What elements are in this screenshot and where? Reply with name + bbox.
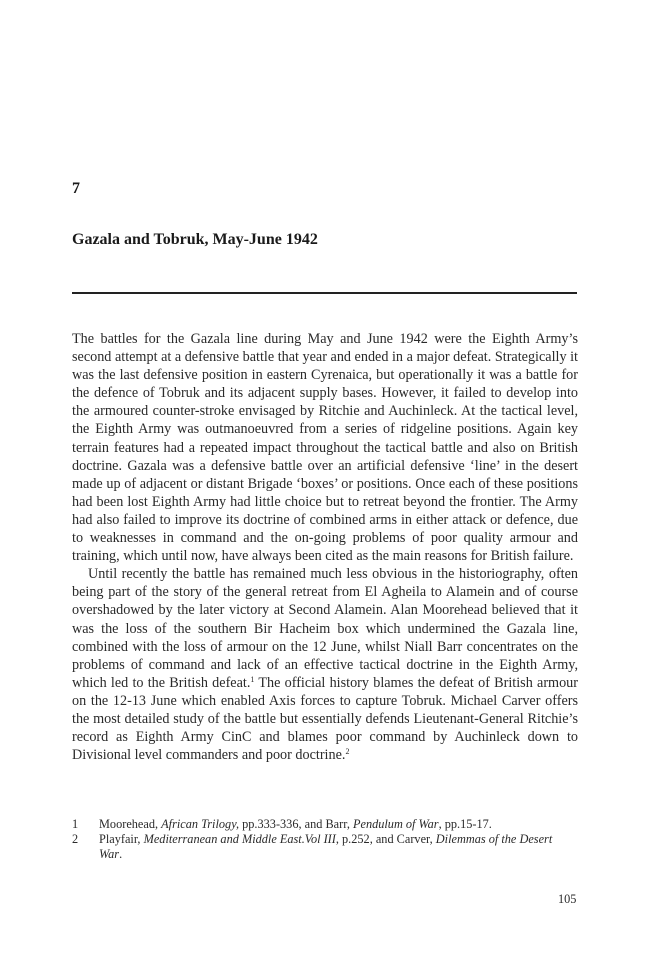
paragraph-2-part-b: The official history blames the defeat of British armour on the 12-13 June which enabled Axis forces to capture Tobruk. Michael Carver offers the most detailed study of the battle but essentially defends Lieutenant-General Ritchie’s record as Eighth Army CinC and blames poor command by Auchinleck down to Divisional level commanders and poor doctrine. bbox=[72, 674, 578, 764]
footnote-title: Pendulum of War bbox=[352, 817, 439, 831]
footnote-ref-1[interactable]: 1 bbox=[250, 674, 255, 684]
footnotes bbox=[72, 817, 578, 862]
paragraph-1: The battles for the Gazala line during May and June 1942 were the Eighth Army’s second attempt at a defensive battle that year and ended in a major defeat. Strategically it was the last defensive position in eastern Cyrenaica, but operationally it was a battle for the defence of Tobruk and its adjacent supply bases. However, it failed to develop into the armoured counter-stroke envisaged by Ritchie and Auchinleck. At the tactical level, the Eighth Army was outmanoeuvred from a series of ridgeline positions. Again key terrain features had a repeated impact throughout the tactical battle and also on British doctrine. Gazala was a defensive battle over an artificial defensive ‘line’ in the desert made up of adjacent or distant Brigade ‘boxes’ or positions. Once each of these positions had been lost Eighth Army had little choice but to retreat beyond the frontier. The Army had also failed to improve its doctrine of combined arms in either attack or defence, due to weaknesses in command and the on-going problems of poor quality armour and training, which until now, have always been cited as the main reasons for British failure. bbox=[72, 331, 578, 565]
footnote-text: , p.252, and Carver, bbox=[335, 832, 436, 846]
footnote-number: 1 bbox=[72, 817, 79, 831]
body-text bbox=[72, 330, 578, 764]
footnote-text: Moorehead, bbox=[99, 817, 162, 831]
footnote-title: Dilemmas of the Desert War bbox=[99, 832, 553, 861]
chapter-title: Gazala and Tobruk, May-June 1942 bbox=[72, 231, 318, 248]
footnote-title: Mediterranean and Middle East.Vol III bbox=[143, 832, 336, 846]
footnote-1 bbox=[72, 817, 578, 832]
footnote-2 bbox=[72, 832, 578, 862]
page-number: 105 bbox=[558, 892, 577, 906]
paragraph-2-part-a: Until recently the battle has remained much less obvious in the historiography, often being part of the story of the general retreat from El Agheila to Alamein and of course overshadowed by the later victory at Second Alamein. Alan Moorehead believed that it was the loss of the southern Bir Hacheim box which undermined the Gazala line, combined with the loss of armour on the 12 June, whilst Niall Barr concentrates on the problems of command and lack of an effective tactical doctrine in the Eighth Army, which led to the British defeat. bbox=[72, 566, 578, 691]
footnote-title: African Trilogy, bbox=[161, 817, 240, 831]
footnote-text: . bbox=[119, 847, 123, 861]
footnote-text: Playfair, bbox=[99, 832, 144, 846]
chapter-number: 7 bbox=[72, 180, 80, 197]
footnote-text: pp.333-336, and Barr, bbox=[239, 817, 353, 831]
footnote-text: , pp.15-17. bbox=[438, 817, 492, 831]
title-divider bbox=[72, 292, 577, 294]
footnote-ref-2[interactable]: 2 bbox=[345, 747, 350, 757]
footnote-number: 2 bbox=[72, 832, 79, 846]
paragraph-2 bbox=[72, 565, 578, 764]
